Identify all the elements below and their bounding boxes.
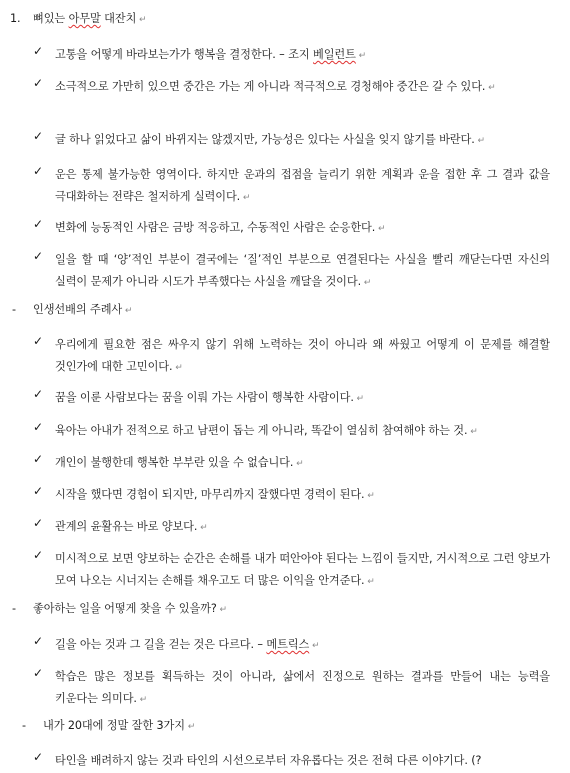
heading-marker: - bbox=[12, 602, 16, 615]
paragraph-mark-icon: ↵ bbox=[136, 15, 147, 25]
bullet-text: 일을 할 때 ‘양’적인 부분이 결국에는 ‘질’적인 부분으로 연결된다는 사실을 빨리 깨닫는다면 자신의 실력이 문제가 아니라 시도가 부족했다는 사실을 깨달을 것이다. ↵ bbox=[55, 253, 550, 288]
checkmark-icon: ✓ bbox=[33, 548, 43, 562]
paragraph-mark-icon: ↵ bbox=[216, 605, 227, 615]
bullet-text: 관계의 윤활유는 바로 양보다. ↵ bbox=[55, 520, 208, 533]
paragraph-mark-icon: ↵ bbox=[293, 459, 304, 469]
heading-title: 인생선배의 주례사 ↵ bbox=[33, 303, 133, 316]
checkmark-icon: ✓ bbox=[33, 44, 43, 58]
checkmark-icon: ✓ bbox=[33, 76, 43, 90]
heading-title: 뼈있는 아무말 대잔치 ↵ bbox=[33, 12, 147, 25]
bullet-text: 길을 아는 것과 그 길을 걷는 것은 다르다. – 메트릭스 ↵ bbox=[55, 638, 320, 651]
heading-marker: - bbox=[12, 303, 16, 316]
bullet-text: 시작을 했다면 경험이 되지만, 마무리까지 잘했다면 경력이 된다. ↵ bbox=[55, 488, 375, 501]
bullet-text: 학습은 많은 정보를 획득하는 것이 아니라, 삶에서 진정으로 원하는 결과를 만들어 내는 능력을 키운다는 의미다. ↵ bbox=[55, 670, 550, 705]
checkmark-icon: ✓ bbox=[33, 164, 43, 178]
bullet-text: 소극적으로 가만히 있으면 중간은 가는 게 아니라 적극적으로 경청해야 중간은 갈 수 있다. ↵ bbox=[55, 80, 496, 93]
paragraph-mark-icon: ↵ bbox=[172, 363, 183, 373]
spellcheck-underline: 메트릭스 bbox=[266, 638, 310, 651]
paragraph-mark-icon: ↵ bbox=[136, 695, 148, 705]
bullet-text: 글 하나 읽었다고 삶이 바뀌지는 않겠지만, 가능성은 있다는 사실을 잊지 않기를 바란다. ↵ bbox=[55, 133, 485, 146]
bullet-text: 운은 통제 불가능한 영역이다. 하지만 운과의 접점을 늘리기 위한 계획과 운을 접한 후 그 결과 값을 극대화하는 전략은 철저하게 실력이다. ↵ bbox=[55, 168, 550, 203]
paragraph-mark-icon: ↵ bbox=[474, 136, 485, 146]
checkmark-icon: ✓ bbox=[33, 516, 43, 530]
checkmark-icon: ✓ bbox=[33, 217, 43, 231]
paragraph-mark-icon: ↵ bbox=[361, 278, 372, 288]
bullet-text: 고통을 어떻게 바라보는가가 행복을 결정한다. – 조지 베일런트 ↵ bbox=[55, 48, 367, 61]
checkmark-icon: ✓ bbox=[33, 387, 43, 401]
spellcheck-underline: 아무말 bbox=[68, 12, 101, 25]
spellcheck-underline: 베일런트 bbox=[313, 48, 356, 61]
checkmark-icon: ✓ bbox=[33, 334, 43, 348]
checkmark-icon: ✓ bbox=[33, 634, 43, 648]
bullet-text: 꿈을 이룬 사람보다는 꿈을 이뤄 가는 사람이 행복한 사람이다. ↵ bbox=[55, 391, 364, 404]
paragraph-mark-icon: ↵ bbox=[184, 722, 196, 732]
paragraph-mark-icon: ↵ bbox=[355, 51, 367, 61]
paragraph-mark-icon: ↵ bbox=[240, 193, 251, 203]
bullet-text: 우리에게 필요한 점은 싸우지 않기 위해 노력하는 것이 아니라 왜 싸웠고 어떻게 이 문제를 해결할 것인가에 대한 고민이다. ↵ bbox=[55, 338, 550, 373]
paragraph-mark-icon: ↵ bbox=[309, 641, 320, 651]
paragraph-mark-icon: ↵ bbox=[485, 83, 496, 93]
paragraph-mark-icon: ↵ bbox=[353, 394, 364, 404]
heading-title: 내가 20대에 정말 잘한 3가지 ↵ bbox=[43, 719, 196, 732]
bullet-text: 미시적으로 보면 양보하는 순간은 손해를 내가 떠안아야 된다는 느낌이 들지만, 거시적으로 그런 양보가 모여 나오는 시너지는 손해를 채우고도 더 많은 이익을 안겨준다. ↵ bbox=[55, 552, 550, 587]
checkmark-icon: ✓ bbox=[33, 452, 43, 466]
paragraph-mark-icon: ↵ bbox=[375, 224, 386, 234]
bullet-text: 변화에 능동적인 사람은 금방 적응하고, 수동적인 사람은 순응한다. ↵ bbox=[55, 221, 386, 234]
checkmark-icon: ✓ bbox=[33, 750, 43, 764]
paragraph-mark-icon: ↵ bbox=[122, 306, 133, 316]
bullet-text: 육아는 아내가 전적으로 하고 남편이 돕는 게 아니라, 똑같이 열심히 참여해야 하는 것. ↵ bbox=[55, 424, 478, 437]
paragraph-mark-icon: ↵ bbox=[364, 491, 375, 501]
heading-marker: - bbox=[22, 719, 26, 732]
heading-title: 좋아하는 일을 어떻게 찾을 수 있을까? ↵ bbox=[33, 602, 227, 615]
paragraph-mark-icon: ↵ bbox=[364, 577, 375, 587]
paragraph-mark-icon: ↵ bbox=[467, 427, 478, 437]
heading-marker: 1. bbox=[10, 12, 21, 25]
checkmark-icon: ✓ bbox=[33, 484, 43, 498]
bullet-text: 개인이 불행한데 행복한 부부란 있을 수 없습니다. ↵ bbox=[55, 456, 304, 469]
checkmark-icon: ✓ bbox=[33, 666, 43, 680]
paragraph-mark-icon: ↵ bbox=[197, 523, 208, 533]
checkmark-icon: ✓ bbox=[33, 129, 43, 143]
bullet-text: 타인을 배려하지 않는 것과 타인의 시선으로부터 자유롭다는 것은 전혀 다른 이야기다. (? bbox=[55, 754, 482, 767]
checkmark-icon: ✓ bbox=[33, 420, 43, 434]
checkmark-icon: ✓ bbox=[33, 249, 43, 263]
